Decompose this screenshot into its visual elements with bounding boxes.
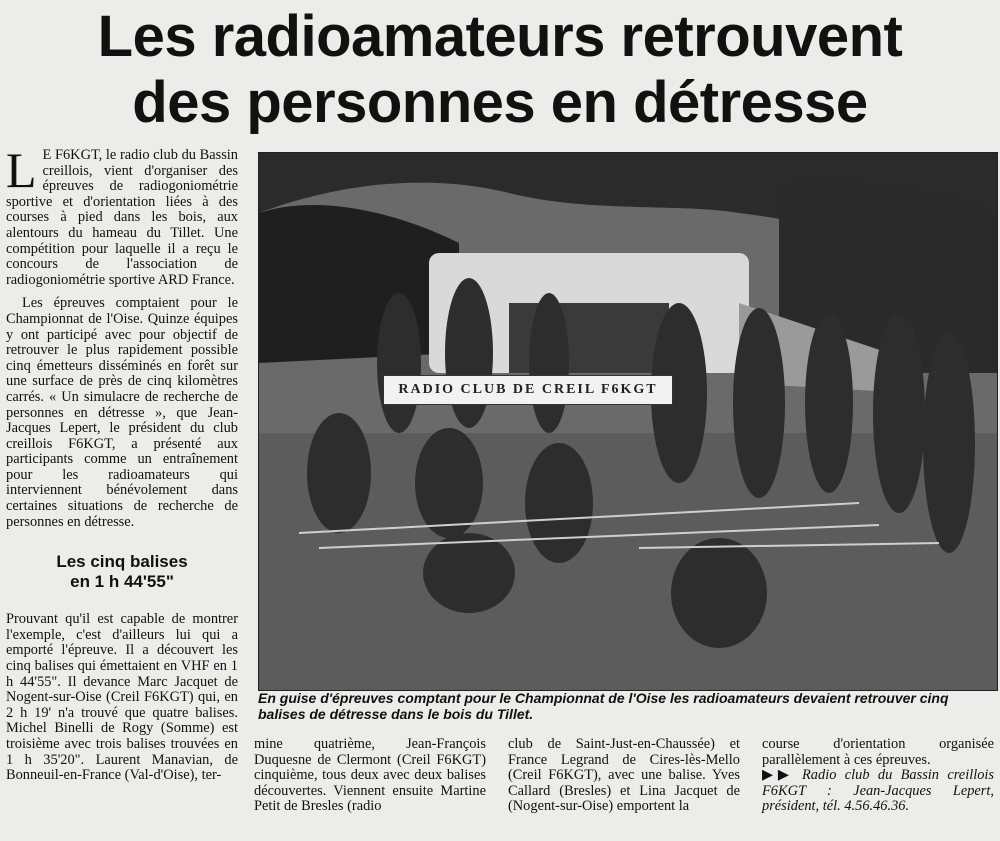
photo-illustration xyxy=(259,153,997,690)
club-banner: RADIO CLUB DE CREIL F6KGT xyxy=(383,375,673,405)
column-1 xyxy=(6,142,238,784)
article-headline xyxy=(0,4,1000,136)
column-4: course d'orientation organisée parallèlement à ces épreuves. ▶▶ Radio club du Bassin creillois F6KGT : Jean-Jacques Lepert, président, tél. 4.56.46.36. xyxy=(762,736,994,815)
paragraph-1: L E F6KGT, le radio club du Bassin creillois, vient d'organiser des épreuves de radiogoniométrie sportive et d'orientation liées à des courses à pied dans les bois, aux alentours du hameau du Tillet. Une compétition pour laquelle il a reçu le concours de l'association de radiogoniométrie sportive ARD France. xyxy=(6,142,238,288)
drop-cap: L xyxy=(6,142,37,198)
headline-line-2: des personnes en détresse xyxy=(132,70,868,135)
column-2: mine quatrième, Jean-François Duquesne de Clermont (Creil F6KGT) cinquième, tous deux avec deux balises découvertes. Viennent ensuite Martine Petit de Bresles (radio xyxy=(254,736,486,815)
paragraph-2: Les épreuves comptaient pour le Championnat de l'Oise. Quinze équipes y ont participé avec pour objectif de retrouver le plus rapidement possible cinq émetteurs disséminés en forêt sur une surface de près de cinq kilomètres carrés. « Un simulacre de recherche de personnes en détresse », que Jean-Jacques Lepert, le président du club creillois F6KGT, a présenté aux participants comme un entraînement pour les radioamateurs qui interviennent bénévolement dans certaines situations de recherche de personnes en détresse. xyxy=(6,295,238,530)
group-photo xyxy=(258,152,998,691)
paragraph-3: Prouvant qu'il est capable de montrer l'exemple, c'est d'ailleurs lui qui a emporté l'épreuve. Il a découvert les cinq balises qui émettaient en VHF en 1 h 44'55". Il devance Marc Jacquet de Nogent-sur-Oise (Creil F6KGT) qui, en 2 h 19' n'a trouvé que quatre balises. Michel Binelli de Rogy (Somme) est troisième avec trois balises trouvées en 1 h 35'20". Laurent Manavian, de Bonneuil-en-France (Val-d'Oise), ter- xyxy=(6,611,238,784)
section-subhead: Les cinq balises en 1 h 44'55" xyxy=(56,552,188,592)
photo-caption: En guise d'épreuves comptant pour le Championnat de l'Oise les radioamateurs devaient retrouver cinq balises de détresse dans le bois du Tillet. xyxy=(258,690,949,722)
column-3: club de Saint-Just-en-Chaussée) et France Legrand de Cires-lès-Mello (Creil F6KGT), avec une balise. Yves Callard (Bresles) et Lina Jacquet de (Nogent-sur-Oise) emportent la xyxy=(508,736,740,815)
club-contact-credit: ▶▶ Radio club du Bassin creillois F6KGT : Jean-Jacques Lepert, président, tél. 4.56.46.36. xyxy=(762,767,994,815)
headline-line-1: Les radioamateurs retrouvent xyxy=(97,4,903,69)
